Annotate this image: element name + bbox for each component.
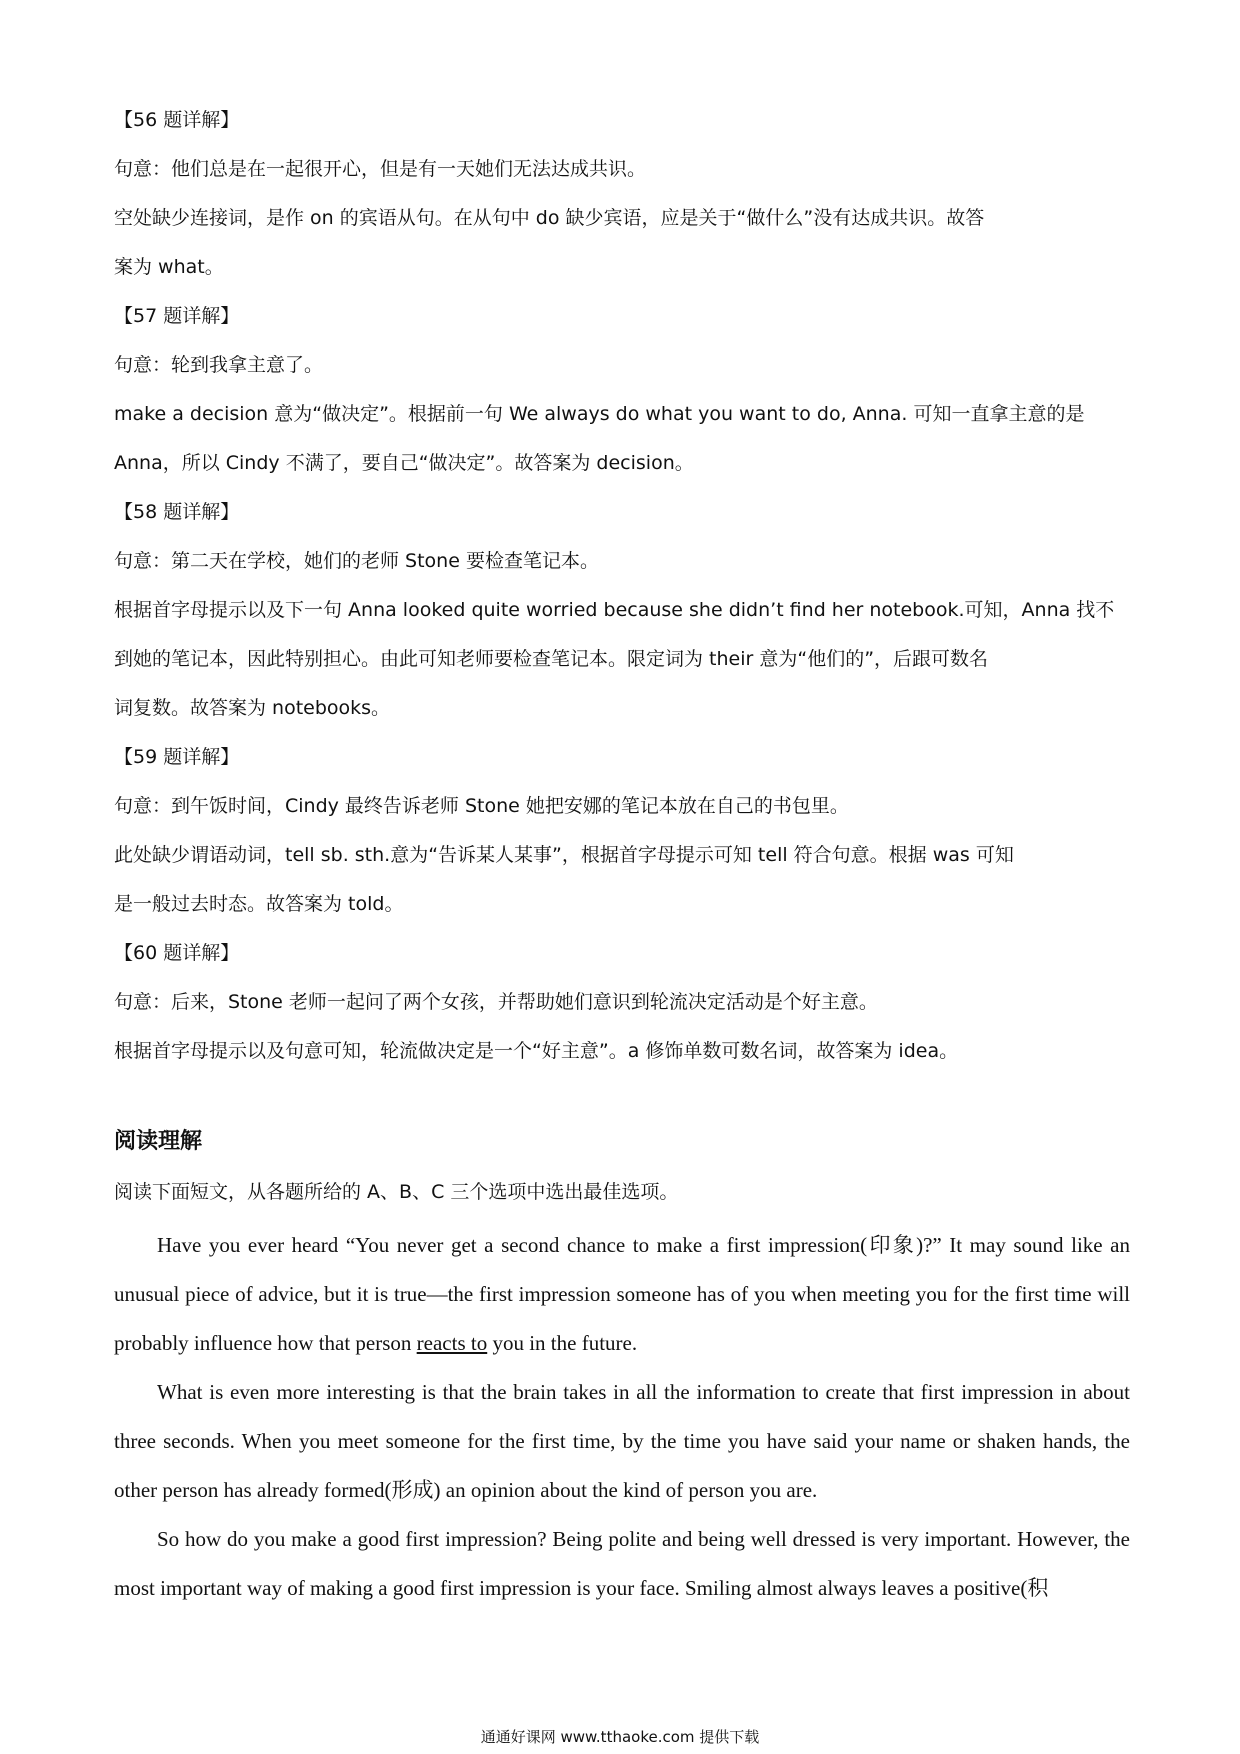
underlined-phrase: reacts to [416,1331,488,1355]
heading-q59: 【59 题详解】 [114,746,240,768]
q59-line-1: 句意：到午饭时间，Cindy 最终告诉老师 Stone 她把安娜的笔记本放在自己的书包里。 [114,795,849,817]
q57-line-2: make a decision 意为“做决定”。根据前一句 We always do what you want to do, Anna. 可知一直拿主意的是 [114,403,1085,425]
p1-text-after: you in the future. [487,1331,638,1355]
q60-line-1: 句意：后来，Stone 老师一起问了两个女孩，并帮助她们意识到轮流决定活动是个好主意。 [114,991,878,1013]
heading-q60: 【60 题详解】 [114,942,240,964]
q56-line-3: 案为 what。 [114,256,224,278]
heading-q58: 【58 题详解】 [114,501,240,523]
q59-line-3: 是一般过去时态。故答案为 told。 [114,893,404,915]
q58-line-1: 句意：第二天在学校，她们的老师 Stone 要检查笔记本。 [114,550,599,572]
q58-line-4: 词复数。故答案为 notebooks。 [114,697,391,719]
passage-paragraph-1 [114,1221,1130,1368]
reading-instruction: 阅读下面短文，从各题所给的 A、B、C 三个选项中选出最佳选项。 [114,1181,679,1203]
q60-line-2: 根据首字母提示以及句意可知，轮流做决定是一个“好主意”。a 修饰单数可数名词，故答案为 idea。 [114,1040,959,1062]
q58-line-2: 根据首字母提示以及下一句 Anna looked quite worried because she didn’t find her notebook.可知，Anna 找不 [114,599,1115,621]
heading-q56: 【56 题详解】 [114,109,240,131]
q59-line-2: 此处缺少谓语动词，tell sb. sth.意为“告诉某人某事”，根据首字母提示可知 tell 符合句意。根据 was 可知 [114,844,1014,866]
q57-line-3: Anna，所以 Cindy 不满了，要自己“做决定”。故答案为 decision。 [114,452,694,474]
q56-line-2: 空处缺少连接词，是作 on 的宾语从句。在从句中 do 缺少宾语，应是关于“做什么”没有达成共识。故答 [114,207,985,229]
heading-q57: 【57 题详解】 [114,305,240,327]
reading-section-title: 阅读理解 [114,1129,203,1154]
q56-line-1: 句意：他们总是在一起很开心，但是有一天她们无法达成共识。 [114,158,647,180]
q57-line-1: 句意：轮到我拿主意了。 [114,354,324,376]
p1-text-before: Have you ever heard “You never get a second chance to make a first impression(印象)?” It may sound like an unusual piece of advice, but it is true—the first impression someone has of you when meeting you for the first time will probably influence how that person [114,1233,1130,1355]
passage-paragraph-2: What is even more interesting is that the brain takes in all the information to create that first impression in about three seconds. When you meet someone for the first time, by the time you have said your name or shaken hands, the other person has already formed(形成) an opinion about the kind of person you are. [114,1380,1130,1502]
q58-line-3: 到她的笔记本，因此特别担心。由此可知老师要检查笔记本。限定词为 their 意为“他们的”，后跟可数名 [114,648,989,670]
page-footer: 通通好课网 www.tthaoke.com 提供下载 [480,1728,760,1746]
reading-passage [114,1221,1130,1613]
passage-paragraph-3: So how do you make a good first impression? Being polite and being well dressed is very important. However, the most important way of making a good first impression is your face. Smiling almost always leaves a positive(积 [114,1527,1130,1600]
answer-explanations [114,96,1130,1076]
